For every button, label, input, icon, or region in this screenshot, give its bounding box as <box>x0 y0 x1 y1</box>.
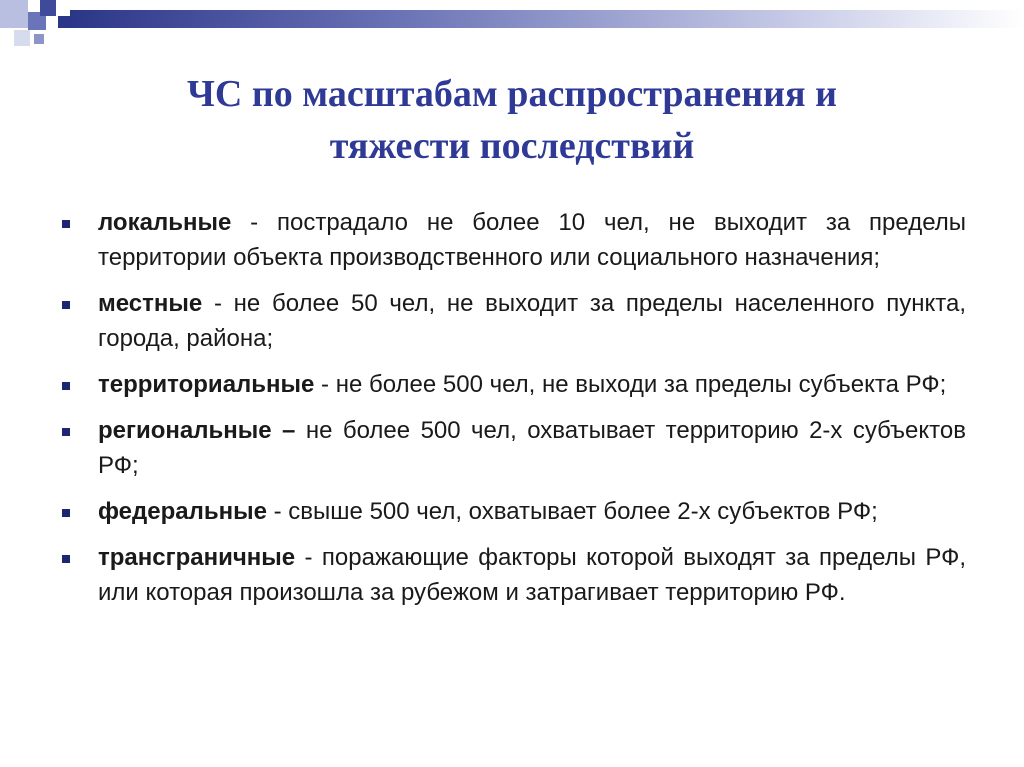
list-item <box>62 413 966 483</box>
decor-square <box>34 34 44 44</box>
item-term: трансграничные <box>98 544 296 571</box>
bullet-list <box>62 205 966 621</box>
item-text: - свыше 500 чел, охватывает более 2-х субъектов РФ; <box>266 498 878 525</box>
square-bullet-icon <box>62 509 70 517</box>
item-term: местные <box>98 290 203 317</box>
item-term: федеральные <box>98 498 267 525</box>
square-bullet-icon <box>62 428 70 436</box>
decor-square <box>14 30 30 46</box>
item-text: - пострадало не более 10 чел, не выходит за пределы территории объекта производственного или социального назначения; <box>98 209 966 271</box>
title-line-2: тяжести последствий <box>329 125 695 167</box>
square-bullet-icon <box>62 301 70 309</box>
header-gradient-bar <box>70 10 1024 28</box>
item-term: локальные <box>98 209 232 236</box>
square-bullet-icon <box>62 555 70 563</box>
title-line-1: ЧС по масштабам распространения и <box>187 73 837 115</box>
list-item <box>62 286 966 356</box>
list-item <box>62 494 966 529</box>
item-text: - не более 500 чел, не выходи за пределы субъекта РФ; <box>314 371 947 398</box>
list-item <box>62 367 966 402</box>
item-term: территориальные <box>98 371 315 398</box>
item-text: - поражающие факторы которой выходят за пределы РФ, или которая произошла за рубежом и затрагивает территорию РФ. <box>98 544 966 606</box>
item-text: - не более 50 чел, не выходит за пределы населенного пункта, города, района; <box>98 290 966 352</box>
decor-square <box>58 16 70 28</box>
square-bullet-icon <box>62 382 70 390</box>
item-term: региональные – <box>98 417 296 444</box>
decor-square <box>40 0 56 16</box>
decor-square <box>0 0 28 28</box>
list-item <box>62 540 966 610</box>
slide-title <box>40 68 984 172</box>
item-text: не более 500 чел, охватывает территорию 2-х субъектов РФ; <box>98 417 966 479</box>
square-bullet-icon <box>62 220 70 228</box>
list-item <box>62 205 966 275</box>
